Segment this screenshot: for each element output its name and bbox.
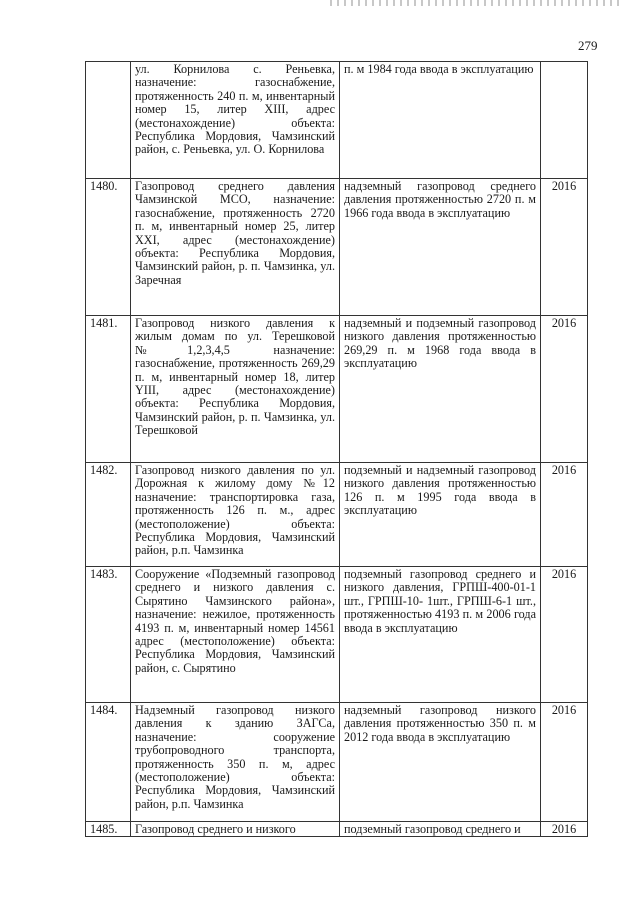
- registration-year: 2016: [541, 316, 588, 463]
- object-description: Надземный газопровод низкого давления к зданию ЗАГСа, назначение: сооружение трубопроводного транспорта, протяженность 350 п. м, адрес (местоположение) объекта: Республика Мордовия, Чамзинский район, р.п. Чамзинка: [131, 703, 340, 822]
- table-row: [86, 463, 588, 567]
- registration-year: 2016: [541, 179, 588, 316]
- page-number: 279: [578, 38, 598, 53]
- object-characteristics: надземный газопровод среднего давления протяженностью 2720 п. м 1966 года ввода в эксплуатацию: [340, 179, 541, 316]
- row-number: 1481.: [86, 316, 131, 463]
- registration-year: 2016: [541, 703, 588, 822]
- table-row: [86, 703, 588, 822]
- object-description: Газопровод низкого давления по ул. Дорожная к жилому дому №12 назначение: транспортировка газа, протяженность 126 п. м., адрес (местоположение) объекта: Республика Мордовия, Чамзинский район, р.п. Чамзинка: [131, 463, 340, 567]
- table-row: [86, 179, 588, 316]
- table-row: [86, 62, 588, 179]
- row-number: 1480.: [86, 179, 131, 316]
- registry-table: [85, 61, 588, 837]
- object-characteristics: надземный и подземный газопровод низкого давления протяженностью 269,29 п. м 1968 года ввода в эксплуатацию: [340, 316, 541, 463]
- row-number: 1482.: [86, 463, 131, 567]
- object-characteristics: надземный газопровод низкого давления протяженностью 350 п. м 2012 года ввода в эксплуатацию: [340, 703, 541, 822]
- registration-year: 2016: [541, 463, 588, 567]
- table-row: [86, 822, 588, 837]
- object-description: Газопровод среднего и низкого: [131, 822, 340, 837]
- object-description: ул. Корнилова с. Реньевка, назначение: газоснабжение, протяженность 240 п. м, инвентарный номер 15, литер XIII, адрес (местонахождение) объекта: Республика Мордовия, Чамзинский район, с. Реньевка, ул. О. Корнилова: [131, 62, 340, 179]
- table-row: [86, 567, 588, 703]
- object-description: Газопровод среднего давления Чамзинской МСО, назначение: газоснабжение, протяженность 2720 п. м, инвентарный номер 25, литер XXI, адрес (местонахождение) объекта: Республика Мордовия, Чамзинский район, р. п. Чамзинка, ул. Заречная: [131, 179, 340, 316]
- registration-year: 2016: [541, 567, 588, 703]
- object-description: Сооружение «Подземный газопровод среднего и низкого давления с. Сырятино Чамзинского района», назначение: нежилое, протяженность 4193 п. м, инвентарный номер 14561 адрес (местоположение) объекта: Республика Мордовия, Чамзинский район, с. Сырятино: [131, 567, 340, 703]
- registration-year: 2016: [541, 822, 588, 837]
- object-characteristics: п. м 1984 года ввода в эксплуатацию: [340, 62, 541, 179]
- object-characteristics: подземный газопровод среднего и: [340, 822, 541, 837]
- object-characteristics: подземный и надземный газопровод низкого давления протяженностью 126 п. м 1995 года ввода в эксплуатацию: [340, 463, 541, 567]
- row-number: [86, 62, 131, 179]
- row-number: 1485.: [86, 822, 131, 837]
- object-characteristics: подземный газопровод среднего и низкого давления, ГРПШ-400-01-1 шт., ГРПШ-10- 1шт., ГРПШ-6-1 шт., протяженностью 4193 п. м 2006 года ввода в эксплуатацию: [340, 567, 541, 703]
- row-number: 1483.: [86, 567, 131, 703]
- row-number: 1484.: [86, 703, 131, 822]
- object-description: Газопровод низкого давления к жилым домам по ул. Терешковой №1,2,3,4,5 назначение: газоснабжение, протяженность 269,29 п. м, инвентарный номер 18, литер YIII, адрес (местонахождение) объекта: Республика Мордовия, Чамзинский район, р. п. Чамзинка, ул. Терешковой: [131, 316, 340, 463]
- table-row: [86, 316, 588, 463]
- registration-year: [541, 62, 588, 179]
- scan-artifact: [330, 0, 620, 6]
